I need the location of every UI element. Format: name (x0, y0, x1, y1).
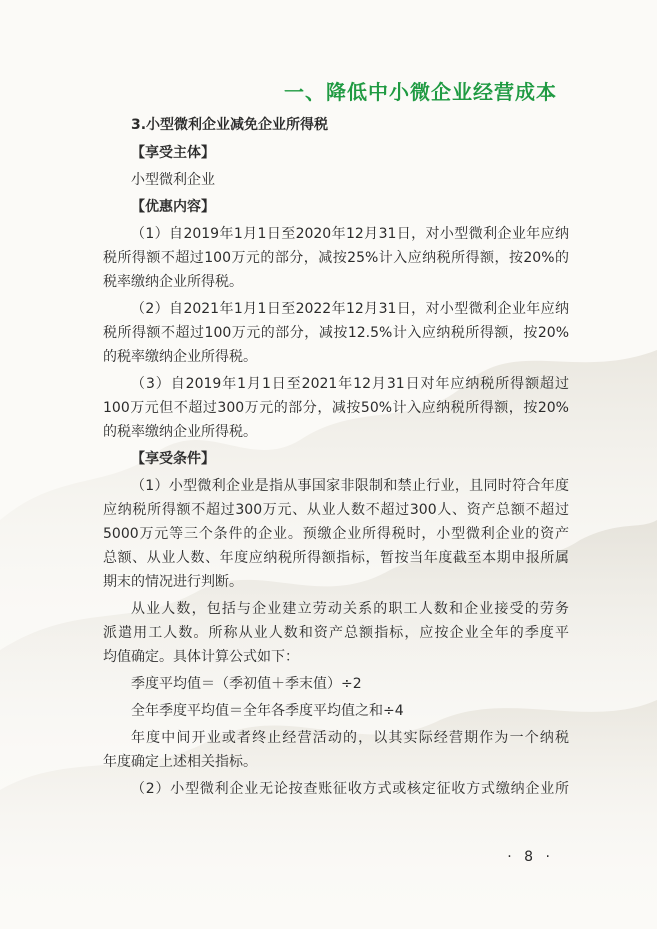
conditions-paragraph-2 (103, 597, 569, 669)
page-body (103, 113, 569, 804)
paragraph-line: 派遣用工人数。所称从业人数和资产总额指标，应按企业全年的季度平 (103, 625, 569, 641)
paragraph-line: （1）小型微利企业是指从事国家非限制和禁止行业，且同时符合年度 (131, 478, 569, 494)
paragraph-line: 年度确定上述相关指标。 (103, 754, 257, 770)
conditions-paragraph-3 (103, 726, 569, 774)
paragraph-line: 税率缴纳企业所得税。 (103, 274, 243, 290)
page-number: · 8 · (507, 849, 554, 865)
paragraph-line: 100万元但不超过300万元的部分，减按50%计入应纳税所得额，按20% (103, 400, 569, 416)
section-heading: 3.小型微利企业减免企业所得税 (131, 117, 329, 133)
beneficiary-label: 【享受主体】 (131, 145, 215, 161)
preferential-paragraph-3 (103, 372, 569, 444)
paragraph-line: 年度中间开业或者终止经营活动的，以其实际经营期作为一个纳税 (131, 730, 569, 746)
conditions-label: 【享受条件】 (131, 451, 215, 467)
paragraph-line: 期末的情况进行判断。 (103, 574, 243, 590)
paragraph-line: 税所得额不超过100万元的部分，减按12.5%计入应纳税所得额，按20% (103, 325, 569, 341)
preferential-paragraph-1 (103, 222, 569, 294)
paragraph-line: 均值确定。具体计算公式如下： (103, 649, 299, 665)
preferential-paragraph-2 (103, 297, 569, 369)
conditions-paragraph-4 (103, 777, 569, 801)
paragraph-line: （2）自2021年1月1日至2022年12月31日，对小型微利企业年应纳 (131, 301, 569, 317)
paragraph-line: （3）自2019年1月1日至2021年12月31日对年应纳税所得额超过 (131, 376, 569, 392)
conditions-paragraph-1 (103, 474, 569, 594)
paragraph-line: 5000万元等三个条件的企业。预缴企业所得税时，小型微利企业的资产 (103, 526, 569, 542)
paragraph-line: 的税率缴纳企业所得税。 (103, 349, 257, 365)
paragraph-line: （1）自2019年1月1日至2020年12月31日，对小型微利企业年应纳 (131, 226, 569, 242)
paragraph-line: 从业人数，包括与企业建立劳动关系的职工人数和企业接受的劳务 (131, 601, 569, 617)
beneficiary-text: 小型微利企业 (131, 172, 215, 188)
preferential-label: 【优惠内容】 (131, 199, 215, 215)
paragraph-line: 总额、从业人数、年度应纳税所得额指标，暂按当年度截至本期申报所属 (103, 550, 569, 566)
paragraph-line: 的税率缴纳企业所得税。 (103, 424, 257, 440)
paragraph-line: 应纳税所得额不超过300万元、从业人数不超过300人、资产总额不超过 (103, 502, 569, 518)
formula-line: 季度平均值＝（季初值＋季末值）÷2 (131, 676, 362, 692)
formula-line: 全年季度平均值＝全年各季度平均值之和÷4 (131, 703, 404, 719)
paragraph-line: （2）小型微利企业无论按查账征收方式或核定征收方式缴纳企业所 (131, 781, 569, 797)
formula-annual-average (103, 699, 569, 723)
paragraph-line: 税所得额不超过100万元的部分，减按25%计入应纳税所得额，按20%的 (103, 250, 569, 266)
chapter-title: 一、降低中小微企业经营成本 (284, 80, 557, 104)
formula-quarter-average (103, 672, 569, 696)
